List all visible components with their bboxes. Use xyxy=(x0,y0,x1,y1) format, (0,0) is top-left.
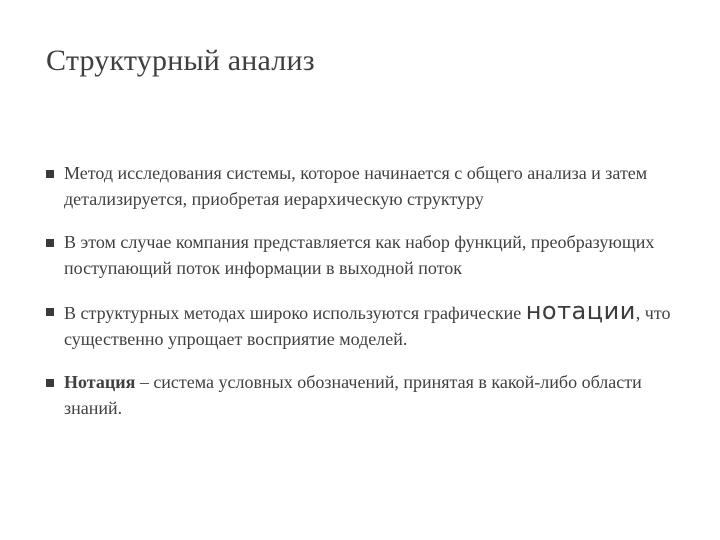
bullet-text: Метод исследования системы, которое начинается с общего анализа и затем детализируется, приобретая иерархическую структуру xyxy=(64,163,648,209)
list-item xyxy=(46,160,686,212)
list-item xyxy=(46,229,686,281)
list-item xyxy=(46,369,686,421)
square-bullet-icon xyxy=(46,170,54,178)
emphasized-term: нотации xyxy=(525,297,636,325)
square-bullet-icon xyxy=(46,308,54,316)
bullet-text: В этом случае компания представляется как набор функций, преобразующих поступающий поток информации в выходной поток xyxy=(64,232,655,278)
square-bullet-icon xyxy=(46,239,54,247)
bullet-list xyxy=(46,160,686,421)
defined-term: Нотация xyxy=(64,372,136,392)
slide-title: Структурный анализ xyxy=(46,44,315,77)
bullet-text-after: , что существенно упрощает восприятие моделей. xyxy=(64,303,671,349)
bullet-text xyxy=(64,298,686,352)
list-item xyxy=(46,298,686,352)
square-bullet-icon xyxy=(46,379,54,387)
bullet-text xyxy=(64,369,686,421)
bullet-text-before: В структурных методах широко используются графические xyxy=(64,303,522,323)
definition-text: – система условных обозначений, принятая в какой-либо области знаний. xyxy=(64,372,642,418)
